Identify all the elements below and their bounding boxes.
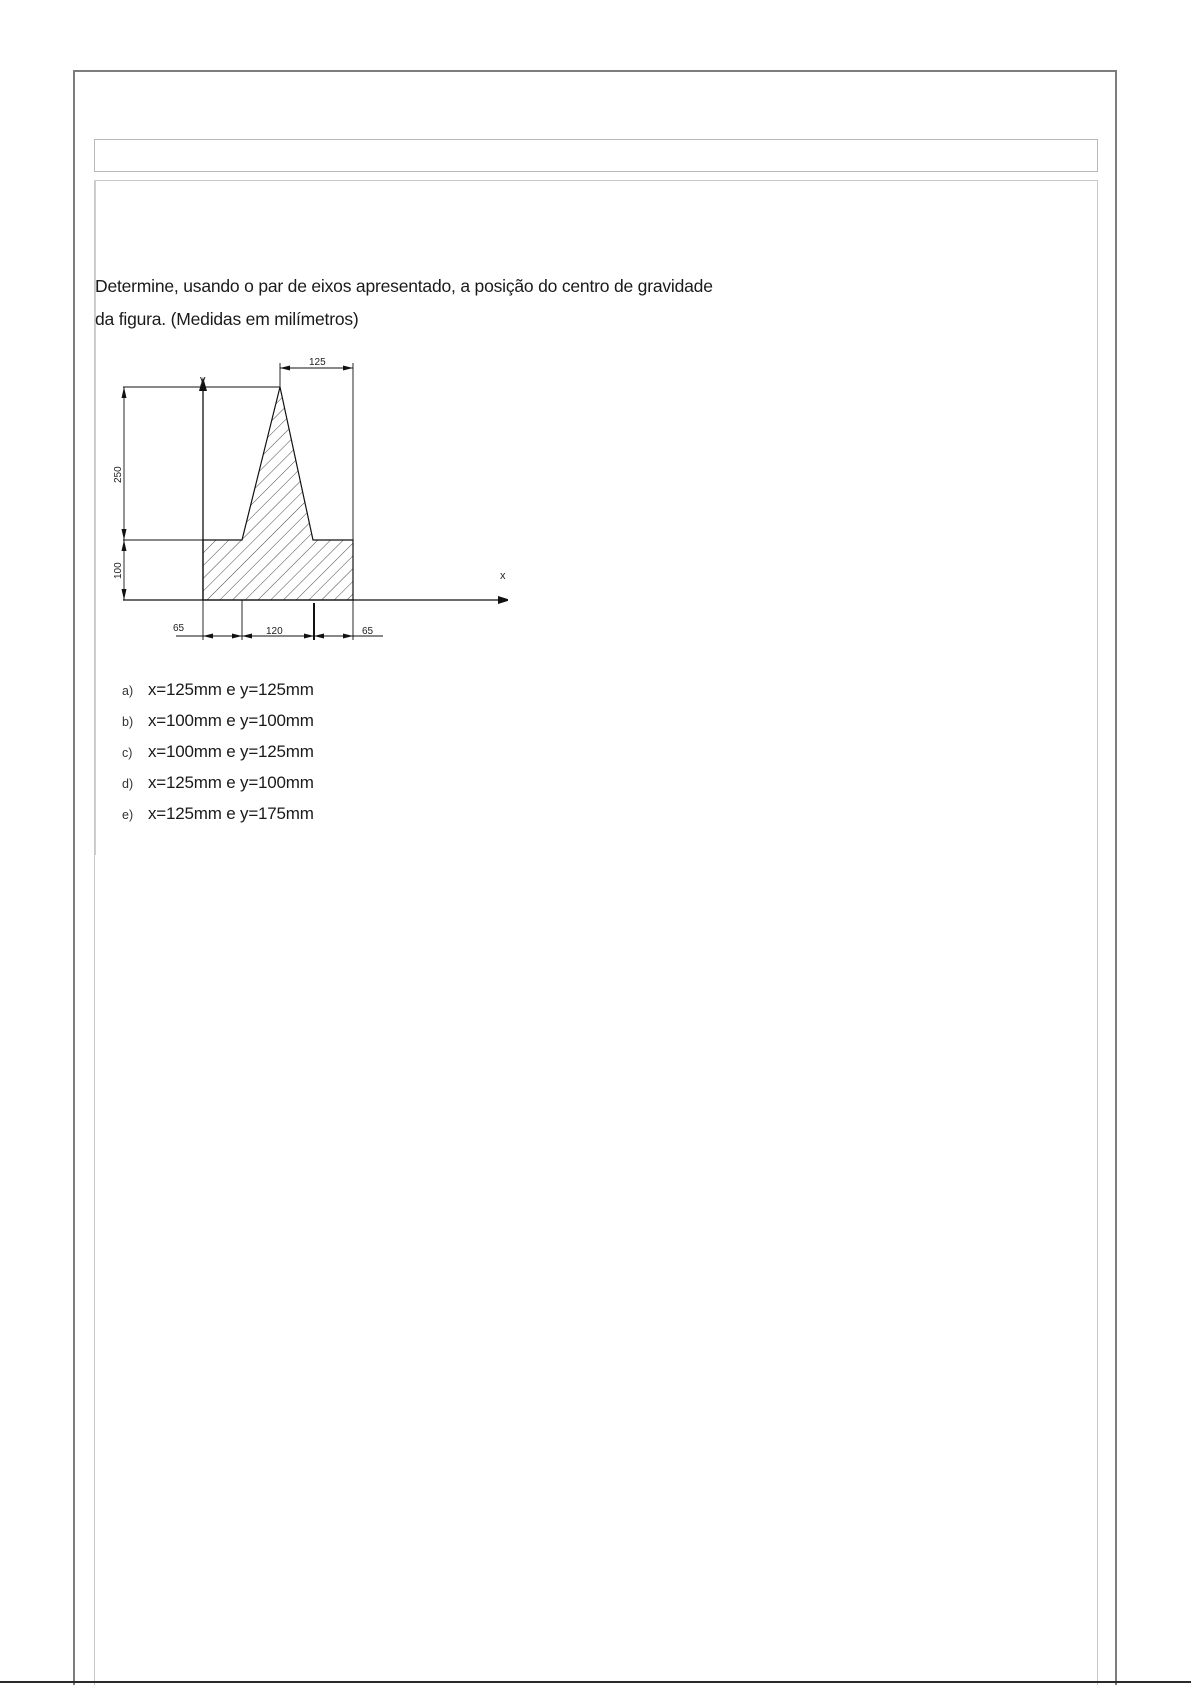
y-axis-label: y bbox=[200, 374, 206, 386]
bottom-arrow-6 bbox=[343, 634, 353, 639]
option-letter: c) bbox=[122, 746, 133, 760]
option-e[interactable] bbox=[122, 804, 522, 835]
option-text: x=125mm e y=175mm bbox=[148, 804, 314, 823]
option-letter: e) bbox=[122, 808, 134, 822]
option-c[interactable] bbox=[122, 742, 522, 773]
bottom-arrow-2 bbox=[232, 634, 242, 639]
dim-bottom-right-label: 65 bbox=[362, 626, 374, 637]
question-text bbox=[95, 270, 795, 336]
question-line-2: da figura. (Medidas em milímetros) bbox=[95, 309, 359, 329]
option-text: x=100mm e y=125mm bbox=[148, 742, 314, 761]
option-b[interactable] bbox=[122, 711, 522, 742]
dim-top-arrow-right bbox=[343, 366, 353, 371]
centroid-figure bbox=[108, 355, 508, 645]
option-a[interactable] bbox=[122, 680, 522, 711]
bottom-rule bbox=[0, 1681, 1191, 1683]
question-line-1: Determine, usando o par de eixos apresentado, a posição do centro de gravidade bbox=[95, 276, 713, 296]
dim-upper-arrow-bottom bbox=[122, 529, 127, 540]
dim-top-label: 125 bbox=[309, 357, 326, 368]
bottom-arrow-3 bbox=[242, 634, 252, 639]
option-letter: b) bbox=[122, 715, 134, 729]
bottom-arrow-1 bbox=[203, 634, 213, 639]
option-d[interactable] bbox=[122, 773, 522, 804]
dim-bottom-left-label: 65 bbox=[173, 623, 185, 634]
x-axis-arrow bbox=[498, 596, 508, 604]
dim-bottom-middle-label: 120 bbox=[266, 626, 283, 637]
dim-top-arrow-left bbox=[280, 366, 290, 371]
answer-options bbox=[122, 680, 522, 835]
dim-lower-arrow-bottom bbox=[122, 589, 127, 600]
bottom-arrow-4 bbox=[304, 634, 314, 639]
bottom-arrow-5 bbox=[314, 634, 324, 639]
option-letter: a) bbox=[122, 684, 134, 698]
option-text: x=100mm e y=100mm bbox=[148, 711, 314, 730]
hatched-shape bbox=[203, 387, 353, 600]
dim-upper-arrow-top bbox=[122, 387, 127, 398]
option-text: x=125mm e y=100mm bbox=[148, 773, 314, 792]
option-letter: d) bbox=[122, 777, 134, 791]
dim-lower-arrow-top bbox=[122, 540, 127, 551]
option-text: x=125mm e y=125mm bbox=[148, 680, 314, 699]
x-axis-label: x bbox=[500, 570, 506, 582]
dim-upper-label: 250 bbox=[113, 466, 124, 483]
dim-lower-label: 100 bbox=[113, 562, 124, 579]
header-box bbox=[94, 139, 1098, 172]
